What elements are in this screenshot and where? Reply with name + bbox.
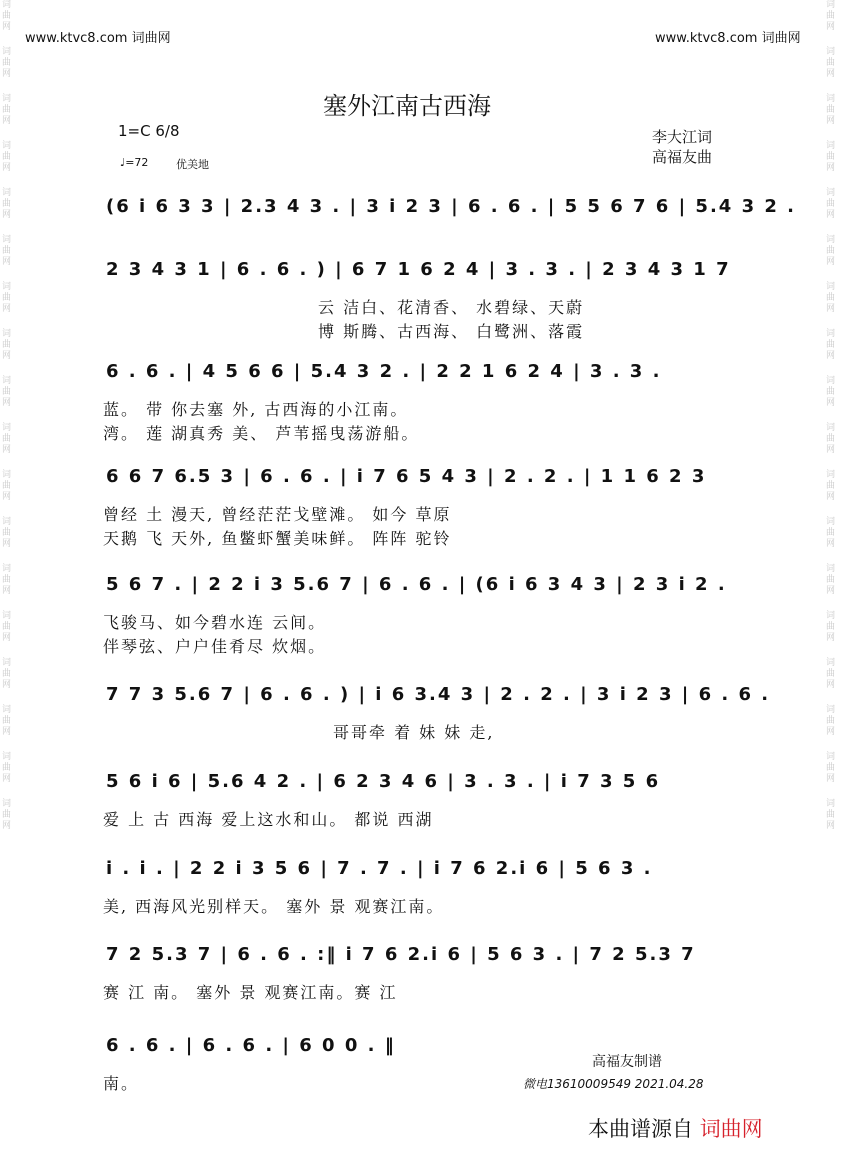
side-watermark-text: 词曲网 bbox=[2, 752, 12, 784]
side-watermark-text: 词曲网 bbox=[2, 329, 12, 361]
notation-line: 7 2 5.3 7 | 6 . 6 . :‖ i 7 6 2.i 6 | 5 6 3 . | 7 2 5.3 7 bbox=[106, 944, 696, 965]
side-watermark-text: 词曲网 bbox=[2, 47, 12, 79]
side-watermark-text: 词曲网 bbox=[2, 611, 12, 643]
side-watermark-text: 词曲网 bbox=[826, 611, 836, 643]
lyric-line: 爱 上 古 西海 爱上这水和山。 都说 西湖 bbox=[103, 810, 434, 829]
notation-line: 7 7 3 5.6 7 | 6 . 6 . ) | i 6 3.4 3 | 2 . 2 . | 3 i 2 3 | 6 . 6 . bbox=[106, 684, 771, 705]
side-watermark-text: 词曲网 bbox=[826, 517, 836, 549]
lyric-line: 天鹅 飞 天外, 鱼鳖虾蟹美味鲜。 阵阵 驼铃 bbox=[103, 529, 452, 548]
expression-mark: 优美地 bbox=[176, 158, 209, 171]
side-watermark-text: 词曲网 bbox=[2, 141, 12, 173]
lyric-line: 哥哥牵 着 妹 妹 走, bbox=[333, 723, 495, 742]
song-title: 塞外江南古西海 bbox=[323, 92, 491, 120]
header-site-left[interactable]: www.ktvc8.com 词曲网 bbox=[25, 31, 171, 46]
side-watermark-text: 词曲网 bbox=[826, 658, 836, 690]
side-watermark-text: 词曲网 bbox=[2, 517, 12, 549]
side-watermark-text: 词曲网 bbox=[826, 329, 836, 361]
side-watermark-text: 词曲网 bbox=[826, 752, 836, 784]
side-watermark-right bbox=[826, 0, 842, 1171]
side-watermark-text: 词曲网 bbox=[2, 564, 12, 596]
notation-line: 6 . 6 . | 6 . 6 . | 6 0 0 . ‖ bbox=[106, 1035, 396, 1056]
lyric-line: 博 斯腾、古西海、 白鹭洲、落霞 bbox=[318, 322, 585, 341]
side-watermark-text: 词曲网 bbox=[2, 282, 12, 314]
side-watermark-text: 词曲网 bbox=[2, 705, 12, 737]
side-watermark-text: 词曲网 bbox=[2, 376, 12, 408]
notation-line: 5 6 i 6 | 5.6 4 2 . | 6 2 3 4 6 | 3 . 3 . | i 7 3 5 6 bbox=[106, 771, 661, 792]
side-watermark-text: 词曲网 bbox=[826, 47, 836, 79]
side-watermark-text: 词曲网 bbox=[826, 282, 836, 314]
side-watermark-text: 词曲网 bbox=[826, 235, 836, 267]
lyricist-credit: 李大江词 bbox=[652, 128, 713, 146]
source-prefix: 本曲谱源自 bbox=[588, 1117, 693, 1141]
lyric-line: 飞骏马、如今碧水连 云间。 bbox=[103, 613, 327, 632]
side-watermark-text: 词曲网 bbox=[2, 0, 12, 32]
lyric-line: 曾经 土 漫天, 曾经茫茫戈壁滩。 如今 草原 bbox=[103, 505, 452, 524]
source-line bbox=[588, 1113, 763, 1143]
notation-line: 2 3 4 3 1 | 6 . 6 . ) | 6 7 1 6 2 4 | 3 . 3 . | 2 3 4 3 1 7 bbox=[106, 259, 731, 280]
side-watermark-text: 词曲网 bbox=[2, 658, 12, 690]
notation-line: i . i . | 2 2 i 3 5 6 | 7 . 7 . | i 7 6 2.i 6 | 5 6 3 . bbox=[106, 858, 653, 879]
side-watermark-text: 词曲网 bbox=[2, 235, 12, 267]
side-watermark-text: 词曲网 bbox=[826, 376, 836, 408]
composer-credit: 高福友曲 bbox=[652, 148, 713, 166]
lyric-line: 伴琴弦、户户佳肴尽 炊烟。 bbox=[103, 637, 327, 656]
side-watermark-text: 词曲网 bbox=[2, 470, 12, 502]
lyric-line: 云 洁白、花清香、 水碧绿、天蔚 bbox=[318, 298, 585, 317]
side-watermark-text: 词曲网 bbox=[2, 188, 12, 220]
side-watermark-left bbox=[2, 0, 18, 1171]
side-watermark-text: 词曲网 bbox=[826, 564, 836, 596]
notation-line: (6 i 6 3 3 | 2.3 4 3 . | 3 i 2 3 | 6 . 6 . | 5 5 6 7 6 | 5.4 3 2 . bbox=[106, 196, 796, 217]
side-watermark-text: 词曲网 bbox=[826, 470, 836, 502]
lyric-line: 南。 bbox=[103, 1074, 140, 1093]
maker-credit: 高福友制谱 bbox=[592, 1054, 662, 1070]
notation-line: 6 6 7 6.5 3 | 6 . 6 . | i 7 6 5 4 3 | 2 . 2 . | 1 1 6 2 3 bbox=[106, 466, 707, 487]
side-watermark-text: 词曲网 bbox=[2, 423, 12, 455]
notation-line: 6 . 6 . | 4 5 6 6 | 5.4 3 2 . | 2 2 1 6 2 4 | 3 . 3 . bbox=[106, 361, 662, 382]
key-signature: 1=C 6/8 bbox=[118, 122, 180, 140]
source-site[interactable]: 词曲网 bbox=[699, 1117, 763, 1141]
side-watermark-text: 词曲网 bbox=[826, 705, 836, 737]
side-watermark-text: 词曲网 bbox=[826, 188, 836, 220]
lyric-line: 赛 江 南。 塞外 景 观赛江南。赛 江 bbox=[103, 983, 398, 1002]
notation-line: 5 6 7 . | 2 2 i 3 5.6 7 | 6 . 6 . | (6 i 6 3 4 3 | 2 3 i 2 . bbox=[106, 574, 727, 595]
side-watermark-text: 词曲网 bbox=[826, 141, 836, 173]
header-site-right[interactable]: www.ktvc8.com 词曲网 bbox=[655, 31, 801, 46]
contact-info: 微电13610009549 2021.04.28 bbox=[523, 1077, 704, 1091]
side-watermark-text: 词曲网 bbox=[2, 799, 12, 831]
lyric-line: 湾。 莲 湖真秀 美、 芦苇摇曳荡游船。 bbox=[103, 424, 420, 443]
lyric-line: 蓝。 带 你去塞 外, 古西海的小江南。 bbox=[103, 400, 409, 419]
side-watermark-text: 词曲网 bbox=[826, 799, 836, 831]
side-watermark-text: 词曲网 bbox=[826, 423, 836, 455]
side-watermark-text: 词曲网 bbox=[2, 94, 12, 126]
tempo-mark: ♩=72 bbox=[120, 156, 149, 169]
lyric-line: 美, 西海风光别样天。 塞外 景 观赛江南。 bbox=[103, 897, 445, 916]
side-watermark-text: 词曲网 bbox=[826, 94, 836, 126]
side-watermark-text: 词曲网 bbox=[826, 0, 836, 32]
